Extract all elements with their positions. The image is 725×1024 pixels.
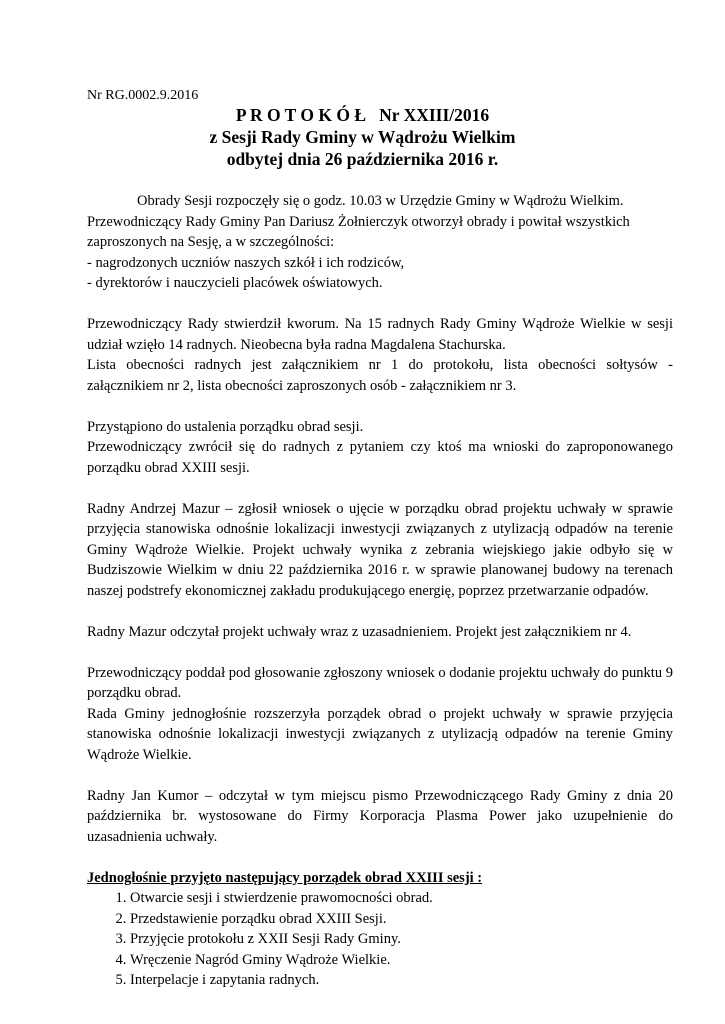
- agenda-item: 1. Otwarcie sesji i stwierdzenie prawomocności obrad.: [130, 888, 673, 909]
- opening-line-3: zaproszonych na Sesję, a w szczególności:: [87, 234, 335, 250]
- reference-number: Nr RG.0002.9.2016: [87, 88, 199, 103]
- council-decision-paragraph: Rada Gminy jednogłośnie rozszerzyła porządek obrad o projekt uchwały w sprawie przyjęcia stanowiska odnośnie lokalizacji inwestycji związanych z utylizacją odpadów na terenie Gminy Wądroże Wielkie.: [87, 705, 673, 763]
- agenda-item: 4. Wręczenie Nagród Gminy Wądroże Wielkie.: [130, 950, 673, 971]
- agenda-item: 3. Przyjęcie protokołu z XXII Sesji Rady Gminy.: [130, 929, 673, 950]
- title-protocol-number: P R O T O K Ó Ł Nr XXIII/2016: [235, 105, 490, 125]
- mazur-motion-paragraph: Radny Andrzej Mazur – zgłosił wniosek o ujęcie w porządku obrad projektu uchwały w sprawie przyjęcia stanowiska odnośnie lokalizacji inwestycji związanych z utylizacją odpadów na terenie Gminy Wądroże Wielkie. Projekt uchwały wynika z zebrania wiejskiego jakie odbyło się w Budziszowie Wielkim w dniu 22 października 2016 r. w sprawie planowanej budowy na terenach naszej podstrefy ekonomicznej zakładu produkującego energię, poprzez przetwarzanie odpadów.: [87, 500, 673, 599]
- vote-paragraph: Przewodniczący poddał pod głosowanie zgłoszony wniosek o dodanie projektu uchwały do punktu 9 porządku obrad.: [87, 664, 673, 701]
- opening-bullet-1: - nagrodzonych uczniów naszych szkół i ich rodziców,: [87, 254, 405, 271]
- title-session-date: odbytej dnia 26 października 2016 r.: [226, 149, 499, 169]
- opening-bullet-2: - dyrektorów i nauczycieli placówek oświatowych.: [87, 275, 383, 291]
- opening-line-2: Przewodniczący Rady Gminy Pan Dariusz Żołnierczyk otworzył obrady i powitał wszystkich: [87, 213, 630, 230]
- agenda-heading: Jednogłośnie przyjęto następujący porządek obrad XXIII sesji :: [87, 869, 483, 886]
- agenda-item: 2. Przedstawienie porządku obrad XXIII Sesji.: [130, 909, 673, 930]
- title-session-name: z Sesji Rady Gminy w Wądrożu Wielkim: [209, 127, 516, 147]
- quorum-paragraph: Przewodniczący Rady stwierdził kworum. Na 15 radnych Rady Gminy Wądroże Wielkie w sesji udział wzięło 14 radnych. Nieobecna była radna Magdalena Stachurska.: [87, 316, 673, 353]
- agenda-list: [87, 888, 673, 991]
- agenda-item: 5. Interpelacje i zapytania radnych.: [130, 970, 673, 991]
- opening-line-1: Obrady Sesji rozpoczęły się o godz. 10.03 w Urzędzie Gminy w Wądrożu Wielkim.: [137, 193, 624, 209]
- agenda-intro-line: Przystąpiono do ustalenia porządku obrad sesji.: [87, 418, 364, 435]
- attendance-paragraph: Lista obecności radnych jest załącznikiem nr 1 do protokołu, lista obecności sołtysów - załącznikiem nr 2, lista obecności zaproszonych osób - załącznikiem nr 3.: [87, 357, 673, 394]
- document-title: [87, 104, 638, 170]
- document-body: [87, 191, 673, 991]
- agenda-question-paragraph: Przewodniczący zwrócił się do radnych z pytaniem czy ktoś ma wnioski do zaproponowanego porządku obrad XXIII sesji.: [87, 439, 673, 476]
- mazur-read-paragraph: Radny Mazur odczytał projekt uchwały wraz z uzasadnieniem. Projekt jest załącznikiem nr 4.: [87, 623, 632, 640]
- kumor-paragraph: Radny Jan Kumor – odczytał w tym miejscu pismo Przewodniczącego Rady Gminy z dnia 20 października br. wystosowane do Firmy Korporacja Plasma Power jako uzupełnienie do uzasadnienia uchwały.: [87, 787, 673, 845]
